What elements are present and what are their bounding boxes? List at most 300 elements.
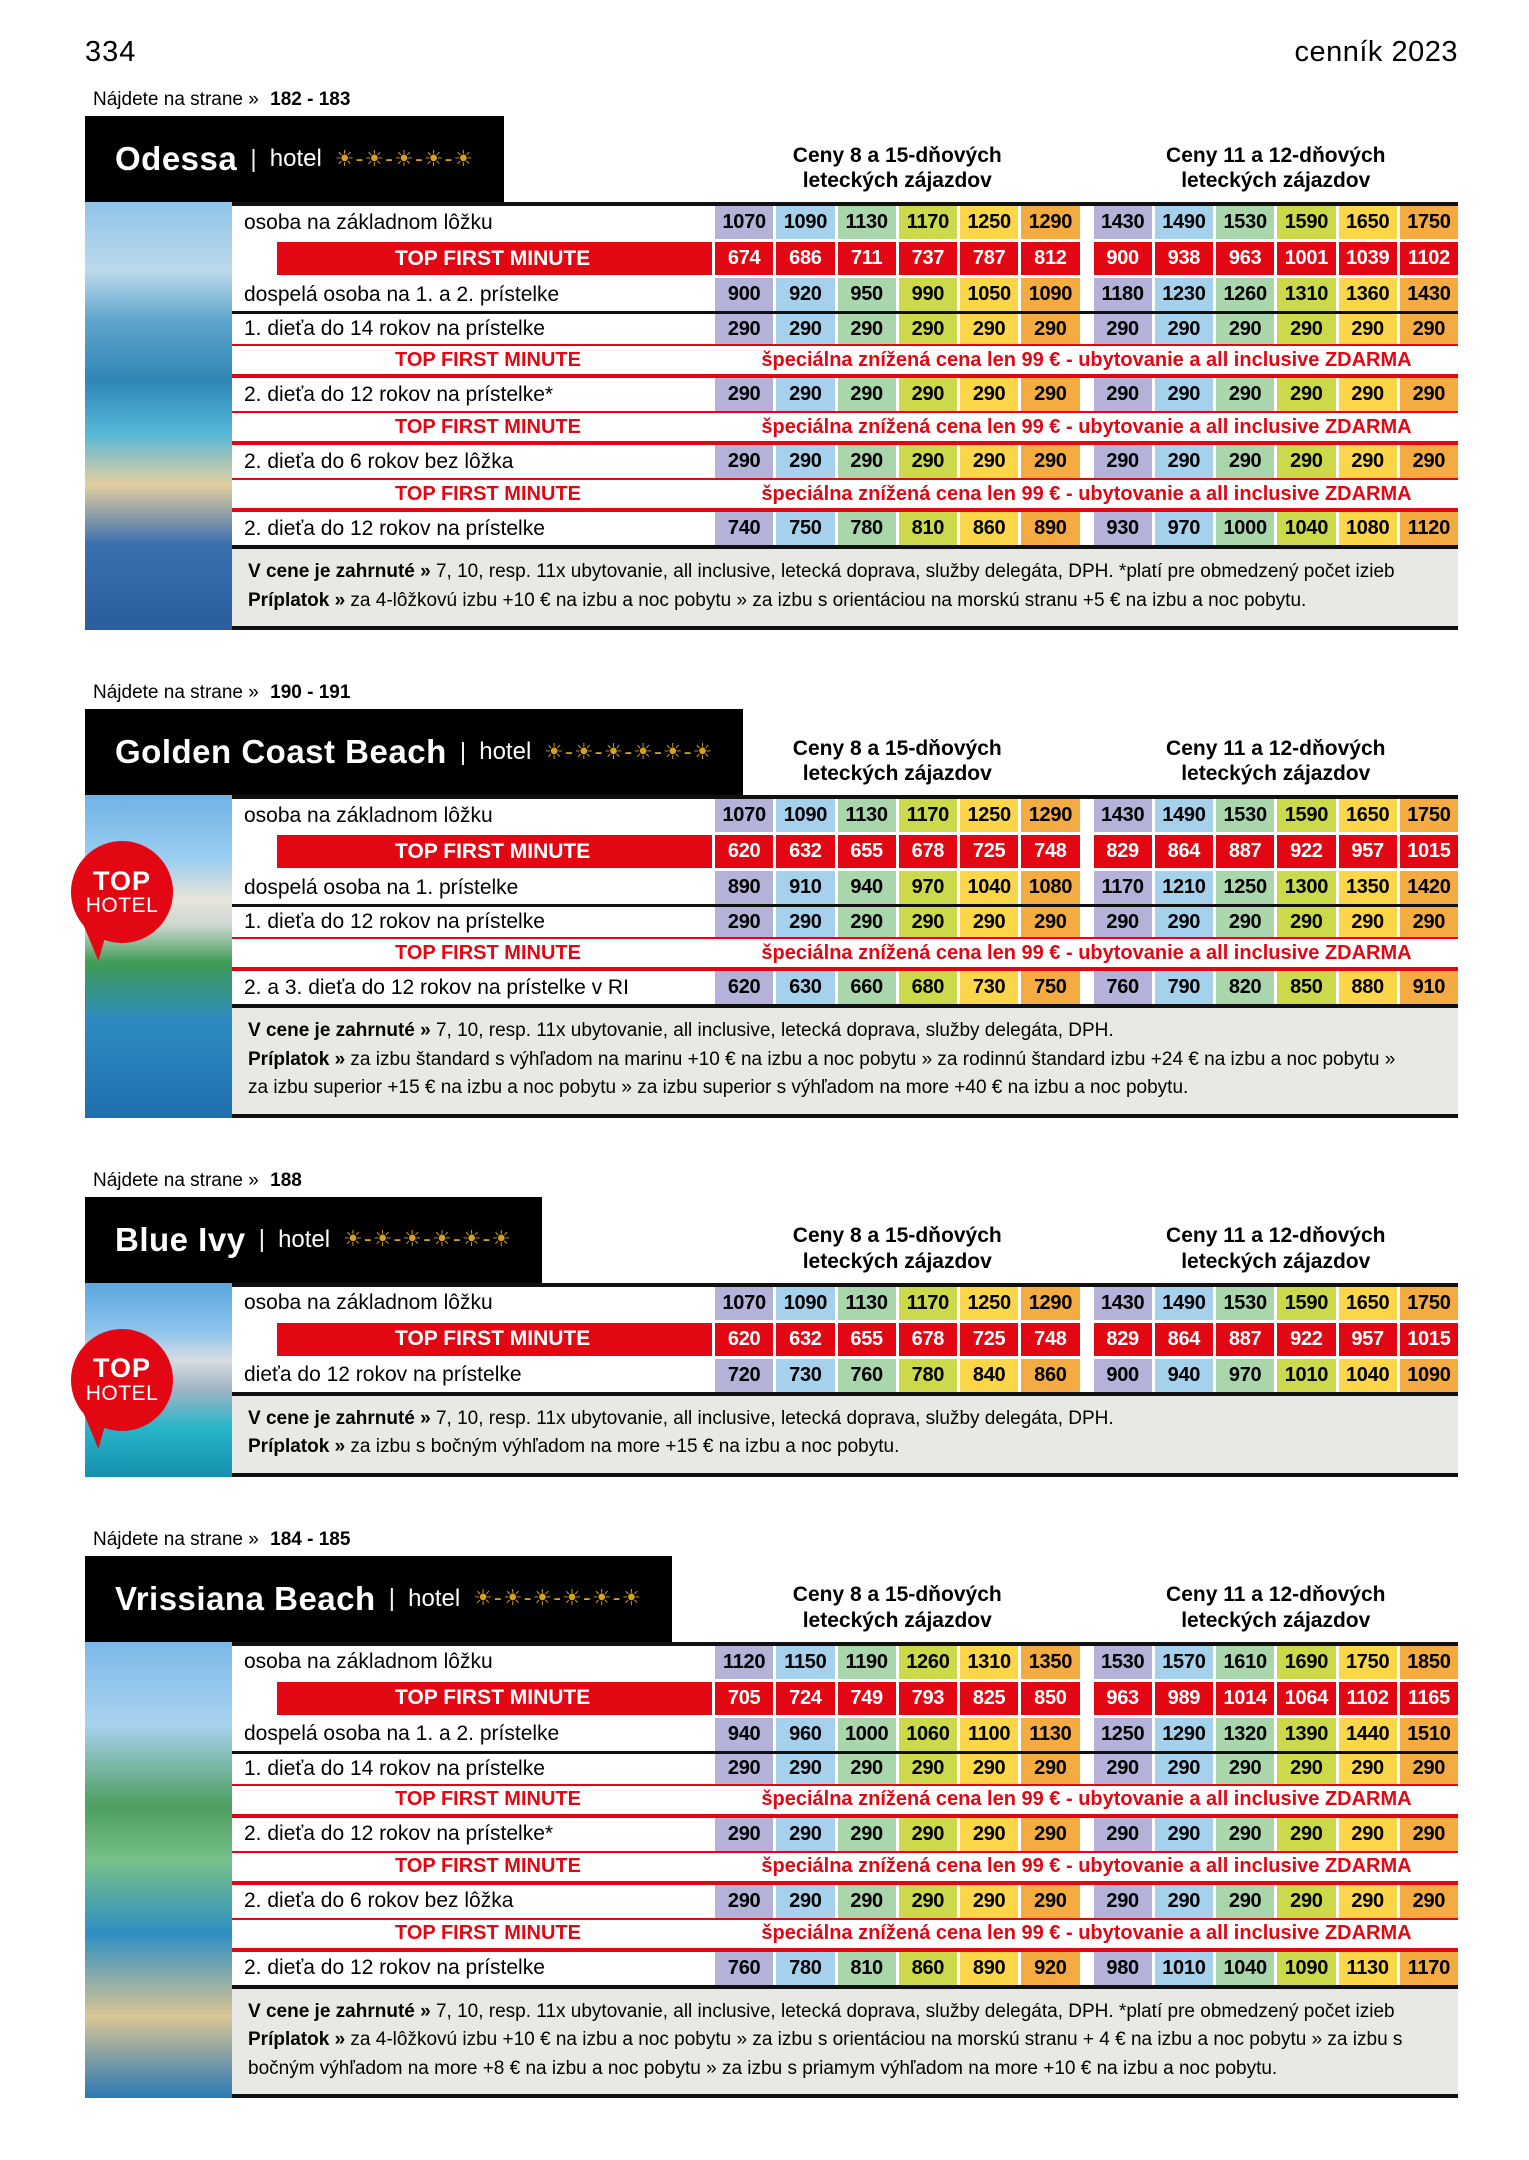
price-row: [232, 799, 1458, 832]
page-range: 188: [270, 1169, 302, 1191]
top-hotel-badge: [71, 841, 173, 943]
price-cell: 1130: [1339, 1952, 1397, 1985]
special-offer-text: špeciálna znížená cena len 99 € - ubytovanie a all inclusive ZDARMA: [761, 941, 1412, 964]
top-first-minute-label: TOP FIRST MINUTE: [277, 1323, 712, 1356]
group2-line1: Ceny 11 a 12-dňových: [1166, 736, 1386, 760]
tfm-price-cell: 793: [899, 1682, 957, 1715]
tfm-price-cell: 748: [1021, 1323, 1079, 1356]
price-cell: 910: [1400, 971, 1458, 1004]
group2-line2: leteckých zájazdov: [1181, 762, 1371, 786]
tfm-price-cell: 1064: [1277, 1682, 1335, 1715]
row-label: 1. dieťa do 14 rokov na prístelke: [244, 1756, 545, 1780]
price-cells: [715, 1287, 1458, 1320]
price-cell: 290: [1277, 1818, 1335, 1851]
price-cells: [715, 907, 1458, 937]
row-label: 2. dieťa do 12 rokov na prístelke*: [244, 1822, 554, 1845]
price-cell: 890: [1021, 512, 1079, 545]
separator: |: [388, 1584, 396, 1612]
row-label: 1. dieťa do 14 rokov na prístelke: [244, 317, 545, 340]
price-cell: 960: [776, 1718, 834, 1751]
price-cell: 1250: [960, 799, 1018, 832]
footnote-text: za 4-lôžkovú izbu +10 € na izbu a noc pobytu » za izbu s orientáciou na morskú stranu + 4 € na izbu a noc pobytu » za izbu s: [345, 2029, 1403, 2050]
price-cells: [715, 1818, 1458, 1851]
footnote-line: [248, 1433, 1442, 1462]
price-cells: [715, 1885, 1458, 1918]
top-first-minute-row: [232, 242, 1458, 275]
top-first-minute-label: TOP FIRST MINUTE: [277, 242, 712, 275]
hotel-word: hotel: [278, 1225, 331, 1253]
top-first-minute-row: [232, 835, 1458, 868]
photo-column: [85, 795, 232, 1118]
price-cell: 780: [899, 1359, 957, 1392]
tfm-price-cell: 705: [715, 1682, 773, 1715]
price-cell: 1750: [1400, 799, 1458, 832]
price-cell: 1310: [1277, 278, 1335, 311]
price-cell: 290: [1021, 1885, 1079, 1918]
price-cell: 940: [838, 871, 896, 904]
price-cell: 1000: [838, 1718, 896, 1751]
price-cell: 290: [1400, 314, 1458, 344]
top-first-minute-label: TOP FIRST MINUTE: [395, 482, 581, 505]
price-cell: 1530: [1216, 1287, 1274, 1320]
price-cell: 1180: [1094, 278, 1152, 311]
price-cell: 1290: [1155, 1718, 1213, 1751]
price-group-2-header: [1094, 143, 1459, 194]
price-row: [232, 871, 1458, 904]
price-cell: 1430: [1094, 206, 1152, 239]
tfm-price-cell: 864: [1155, 835, 1213, 868]
page-range: 182 - 183: [270, 89, 351, 110]
price-cell: 1360: [1339, 278, 1397, 311]
price-cell: 290: [1277, 907, 1335, 937]
footnote-text: za izbu s bočným výhľadom na more +15 € na izbu a noc pobytu.: [345, 1436, 900, 1457]
hotel-name: Odessa: [115, 140, 238, 177]
group1-line2: leteckých zájazdov: [802, 1249, 992, 1273]
price-cells: [715, 445, 1458, 478]
special-offer-text: špeciálna znížená cena len 99 € - ubytovanie a all inclusive ZDARMA: [761, 1788, 1412, 1810]
price-cell: 290: [1216, 1818, 1274, 1851]
tfm-price-cell: 938: [1155, 242, 1213, 275]
row-label: 2. dieťa do 12 rokov na prístelke: [244, 1956, 545, 1979]
price-cell: 1290: [1021, 799, 1079, 832]
price-cell: 980: [1094, 1952, 1152, 1985]
price-cell: 290: [1277, 1885, 1335, 1918]
catalog-edition: cenník 2023: [1294, 36, 1458, 68]
price-cell: 1510: [1400, 1718, 1458, 1751]
price-cell: 1650: [1339, 206, 1397, 239]
price-cell: 860: [1021, 1359, 1079, 1392]
price-cell: 1210: [1155, 871, 1213, 904]
row-label: osoba na základnom lôžku: [244, 1650, 493, 1673]
group1-line2: leteckých zájazdov: [802, 169, 992, 193]
price-cell: 1090: [1277, 1952, 1335, 1985]
table-rows-column: [232, 1283, 1458, 1477]
badge-top-label: TOP: [92, 865, 151, 896]
top-first-minute-special-row: [232, 937, 1458, 971]
price-cell: 910: [776, 871, 834, 904]
group2-line2: leteckých zájazdov: [1181, 1249, 1371, 1273]
price-cell: 290: [715, 445, 773, 478]
group2-line1: Ceny 11 a 12-dňových: [1166, 1583, 1386, 1607]
tfm-price-cell: 725: [960, 1323, 1018, 1356]
hotel-photo: [85, 1642, 232, 2099]
price-cell: 970: [899, 871, 957, 904]
price-cell: 1070: [715, 206, 773, 239]
hotel-name: Golden Coast Beach: [115, 733, 447, 770]
top-first-minute-label: TOP FIRST MINUTE: [395, 348, 581, 371]
price-cell: 1010: [1155, 1952, 1213, 1985]
block-header: [85, 1197, 1458, 1283]
price-table: [85, 1283, 1458, 1477]
price-cell: 290: [899, 1818, 957, 1851]
price-cell: 290: [1400, 907, 1458, 937]
price-cell: 1170: [899, 799, 957, 832]
tfm-indent: [232, 1323, 277, 1356]
price-cell: 290: [1094, 378, 1152, 411]
group2-line1: Ceny 11 a 12-dňových: [1166, 1224, 1386, 1248]
price-cell: 970: [1216, 1359, 1274, 1392]
price-cell: 290: [1339, 1818, 1397, 1851]
price-cell: 990: [899, 278, 957, 311]
footnote: [232, 1985, 1458, 2099]
badge-hotel-label: HOTEL: [85, 894, 159, 918]
table-rows-column: [232, 1642, 1458, 2099]
price-cell: 290: [899, 1885, 957, 1918]
top-first-minute-special-row: [232, 344, 1458, 378]
price-cell: 1130: [838, 799, 896, 832]
price-cell: 1000: [1216, 512, 1274, 545]
price-cell: 290: [838, 1818, 896, 1851]
tfm-price-cell: 1102: [1400, 242, 1458, 275]
tfm-cells: [715, 1323, 1458, 1356]
price-cell: 1040: [1277, 512, 1335, 545]
price-cell: 290: [715, 1754, 773, 1784]
footnote-line: [248, 587, 1442, 616]
price-cell: 290: [1021, 1754, 1079, 1784]
group2-line2: leteckých zájazdov: [1181, 1608, 1371, 1632]
tfm-price-cell: 963: [1094, 1682, 1152, 1715]
tfm-cells: [715, 1682, 1458, 1715]
price-cell: 1250: [1216, 871, 1274, 904]
price-cell: 930: [1094, 512, 1152, 545]
price-row: [232, 1952, 1458, 1985]
row-label: 1. dieťa do 12 rokov na prístelke: [244, 910, 545, 933]
footnote-bold-label: Príplatok »: [248, 2029, 346, 2050]
badge-hotel-label: HOTEL: [85, 1381, 159, 1405]
price-row: [232, 971, 1458, 1004]
price-cell: 1650: [1339, 799, 1397, 832]
price-cell: 1190: [838, 1646, 896, 1679]
price-cell: 290: [1094, 1885, 1152, 1918]
price-cell: 840: [960, 1359, 1018, 1392]
price-cell: 1260: [899, 1646, 957, 1679]
price-cell: 290: [1277, 378, 1335, 411]
badge-top-label: TOP: [92, 1353, 151, 1384]
price-cell: 890: [715, 871, 773, 904]
price-group-1-header: [715, 143, 1080, 194]
price-cell: 1690: [1277, 1646, 1335, 1679]
price-cell: 290: [899, 378, 957, 411]
price-cell: 290: [1216, 907, 1274, 937]
price-table: [85, 202, 1458, 630]
find-on-page: [93, 1170, 1458, 1192]
price-cell: 290: [1021, 907, 1079, 937]
tfm-price-cell: 620: [715, 835, 773, 868]
price-cell: 1170: [899, 1287, 957, 1320]
price-cells: [715, 871, 1458, 904]
price-row: [232, 445, 1458, 478]
price-cell: 290: [1400, 1818, 1458, 1851]
hotel-section-vrissiana-beach: [85, 1529, 1458, 2099]
price-cell: 1090: [776, 206, 834, 239]
price-group-1-header: [715, 736, 1080, 787]
price-cell: 1120: [1400, 512, 1458, 545]
page-header: [85, 36, 1458, 69]
footnote-line: [248, 2026, 1442, 2055]
price-cell: 1150: [776, 1646, 834, 1679]
top-first-minute-label: TOP FIRST MINUTE: [395, 1855, 581, 1877]
price-cell: 970: [1155, 512, 1213, 545]
price-cell: 290: [899, 1754, 957, 1784]
tfm-price-cell: 957: [1339, 1323, 1397, 1356]
footnote: [232, 1392, 1458, 1477]
price-cell: 1090: [1400, 1359, 1458, 1392]
price-cell: 1050: [960, 278, 1018, 311]
tfm-indent: [232, 835, 277, 868]
price-cell: 1610: [1216, 1646, 1274, 1679]
price-cell: 290: [1094, 314, 1152, 344]
tfm-price-cell: 957: [1339, 835, 1397, 868]
price-cell: 680: [899, 971, 957, 1004]
price-cell: 290: [1094, 445, 1152, 478]
price-cell: 290: [960, 378, 1018, 411]
price-cell: 290: [838, 1754, 896, 1784]
hotel-title-box: [85, 1197, 542, 1283]
price-cell: 920: [776, 278, 834, 311]
price-cell: 290: [1094, 1754, 1152, 1784]
tfm-price-cell: 1165: [1400, 1682, 1458, 1715]
price-cell: 1320: [1216, 1718, 1274, 1751]
top-first-minute-row: [232, 1682, 1458, 1715]
table-rows-column: [232, 202, 1458, 630]
price-cell: 1430: [1400, 278, 1458, 311]
price-cell: 290: [1155, 314, 1213, 344]
price-cell: 290: [715, 1885, 773, 1918]
price-cell: 720: [715, 1359, 773, 1392]
top-first-minute-special-row: [232, 1918, 1458, 1952]
footnote-text: bočným výhľadom na more +8 € na izbu a noc pobytu » za izbu s priamym výhľadom na more +10 € na izbu a noc pobytu.: [248, 2057, 1278, 2079]
price-cell: 290: [776, 445, 834, 478]
price-cell: 1170: [1094, 871, 1152, 904]
top-first-minute-label: TOP FIRST MINUTE: [277, 1682, 712, 1715]
page-range: 184 - 185: [270, 1528, 351, 1550]
price-cell: 290: [1339, 314, 1397, 344]
footnote-bold-label: V cene je zahrnuté »: [248, 2000, 431, 2022]
row-label: osoba na základnom lôžku: [244, 210, 493, 234]
sun-rating-icons: ☀-☀-☀-☀-☀-☀: [343, 1227, 513, 1252]
price-cell: 290: [1216, 378, 1274, 411]
tfm-indent: [232, 242, 277, 275]
hotel-section-odessa: [85, 89, 1458, 630]
price-cell: 290: [1216, 314, 1274, 344]
tfm-price-cell: 737: [899, 242, 957, 275]
footnote-line: [248, 2055, 1442, 2084]
special-offer-text: špeciálna znížená cena len 99 € - ubytovanie a all inclusive ZDARMA: [761, 482, 1412, 505]
price-cell: 1080: [1339, 512, 1397, 545]
price-cell: 1120: [715, 1646, 773, 1679]
block-header: [85, 116, 1458, 202]
price-cell: 290: [1277, 314, 1335, 344]
price-cell: 290: [1339, 1754, 1397, 1784]
row-label: 2. dieťa do 6 rokov bez lôžka: [244, 449, 514, 473]
price-cell: 290: [1021, 378, 1079, 411]
price-cell: 290: [960, 1818, 1018, 1851]
group1-line2: leteckých zájazdov: [802, 1608, 992, 1632]
price-cell: 1300: [1277, 871, 1335, 904]
tfm-price-cell: 1102: [1339, 1682, 1397, 1715]
tfm-price-cell: 963: [1216, 242, 1274, 275]
find-label: Nájdete na strane »: [93, 1169, 259, 1191]
price-cell: 290: [776, 378, 834, 411]
tfm-price-cell: 1015: [1400, 1323, 1458, 1356]
price-cell: 1390: [1277, 1718, 1335, 1751]
price-cell: 780: [776, 1952, 834, 1985]
price-cell: 290: [1400, 1754, 1458, 1784]
tfm-price-cell: 1014: [1216, 1682, 1274, 1715]
price-cell: 290: [838, 314, 896, 344]
price-cell: 290: [776, 314, 834, 344]
price-row: [232, 1359, 1458, 1392]
price-cell: 1420: [1400, 871, 1458, 904]
special-offer-text: špeciálna znížená cena len 99 € - ubytovanie a all inclusive ZDARMA: [761, 1855, 1412, 1877]
top-first-minute-row: [232, 1323, 1458, 1356]
sun-rating-icons: ☀-☀-☀-☀-☀-☀: [544, 739, 714, 765]
find-on-page: [93, 89, 1458, 111]
top-first-minute-special-row: [232, 478, 1458, 512]
price-cell: 290: [960, 907, 1018, 937]
price-cell: 290: [1216, 445, 1274, 478]
tfm-price-cell: 620: [715, 1323, 773, 1356]
price-cell: 1130: [1021, 1718, 1079, 1751]
price-cell: 290: [1400, 1885, 1458, 1918]
tfm-price-cell: 678: [899, 1323, 957, 1356]
tfm-price-cell: 850: [1021, 1682, 1079, 1715]
price-cell: 290: [1155, 445, 1213, 478]
tfm-price-cell: 632: [776, 1323, 834, 1356]
tfm-price-cell: 725: [960, 835, 1018, 868]
price-cells: [715, 1718, 1458, 1751]
photo-column: [85, 1283, 232, 1477]
footnote-bold-label: Príplatok »: [248, 1436, 346, 1457]
price-cell: 1090: [776, 1287, 834, 1320]
price-cell: 1290: [1021, 206, 1079, 239]
price-cell: 820: [1216, 971, 1274, 1004]
price-cell: 860: [899, 1952, 957, 1985]
page-range: 190 - 191: [270, 682, 351, 703]
tfm-price-cell: 989: [1155, 1682, 1213, 1715]
price-cell: 1570: [1155, 1646, 1213, 1679]
price-cell: 940: [715, 1718, 773, 1751]
price-cell: 860: [960, 512, 1018, 545]
separator: |: [250, 144, 257, 173]
price-cell: 1130: [838, 206, 896, 239]
special-offer-text: špeciálna znížená cena len 99 € - ubytovanie a all inclusive ZDARMA: [761, 1922, 1412, 1944]
price-table: [85, 1642, 1458, 2099]
row-label: 2. dieťa do 12 rokov na prístelke*: [244, 382, 554, 406]
row-label: 2. dieťa do 6 rokov bez lôžka: [244, 1889, 514, 1912]
tfm-price-cell: 812: [1021, 242, 1079, 275]
price-cell: 1490: [1155, 799, 1213, 832]
find-label: Nájdete na strane »: [93, 682, 259, 703]
price-cell: 850: [1277, 971, 1335, 1004]
row-label: dospelá osoba na 1. prístelke: [244, 875, 519, 899]
price-cell: 660: [838, 971, 896, 1004]
price-cell: 1430: [1094, 799, 1152, 832]
row-label: dospelá osoba na 1. a 2. prístelke: [244, 282, 560, 306]
tfm-price-cell: 922: [1277, 835, 1335, 868]
price-cell: 1430: [1094, 1287, 1152, 1320]
tfm-price-cell: 655: [838, 1323, 896, 1356]
price-cells: [715, 1952, 1458, 1985]
price-cell: 1750: [1400, 206, 1458, 239]
price-cell: 290: [1021, 445, 1079, 478]
footnote-text: za izbu superior +15 € na izbu a noc pobytu » za izbu superior s výhľadom na more +40 € na izbu a noc pobytu.: [248, 1077, 1189, 1098]
price-cells: [715, 314, 1458, 344]
price-cells: [715, 971, 1458, 1004]
price-cell: 950: [838, 278, 896, 311]
hotel-name: Vrissiana Beach: [115, 1579, 376, 1617]
price-cell: 290: [1094, 907, 1152, 937]
price-cell: 1490: [1155, 1287, 1213, 1320]
hotel-section-blue-ivy: [85, 1170, 1458, 1477]
tfm-price-cell: 724: [776, 1682, 834, 1715]
price-cell: 290: [1277, 1754, 1335, 1784]
price-cell: 290: [1155, 1754, 1213, 1784]
find-label: Nájdete na strane »: [93, 1528, 259, 1550]
price-cell: 1090: [1021, 278, 1079, 311]
price-table: [85, 795, 1458, 1118]
price-cell: 780: [838, 512, 896, 545]
tfm-price-cell: 674: [715, 242, 773, 275]
group2-line2: leteckých zájazdov: [1181, 169, 1371, 193]
price-cell: 1530: [1216, 799, 1274, 832]
price-cell: 290: [776, 1885, 834, 1918]
price-cell: 1590: [1277, 1287, 1335, 1320]
price-cell: 760: [838, 1359, 896, 1392]
footnote-line: [248, 1074, 1442, 1103]
price-row: [232, 1646, 1458, 1679]
price-cell: 290: [960, 1885, 1018, 1918]
price-cell: 290: [1155, 1885, 1213, 1918]
price-cell: 1530: [1094, 1646, 1152, 1679]
block-header: [85, 1556, 1458, 1642]
price-cell: 290: [1155, 907, 1213, 937]
row-label: 2. a 3. dieťa do 12 rokov na prístelke v RI: [244, 975, 629, 999]
tfm-price-cell: 787: [960, 242, 1018, 275]
tfm-cells: [715, 835, 1458, 868]
price-cell: 1260: [1216, 278, 1274, 311]
price-cell: 1250: [960, 206, 1018, 239]
price-cell: 880: [1339, 971, 1397, 1004]
hotel-title-box: [85, 116, 504, 202]
tfm-price-cell: 749: [838, 1682, 896, 1715]
hotel-title-box: [85, 709, 743, 795]
price-cell: 290: [838, 1885, 896, 1918]
price-row: [232, 278, 1458, 311]
price-group-headers: [715, 736, 1458, 787]
footnote-bold-label: Príplatok »: [248, 589, 346, 611]
price-cell: 760: [1094, 971, 1152, 1004]
